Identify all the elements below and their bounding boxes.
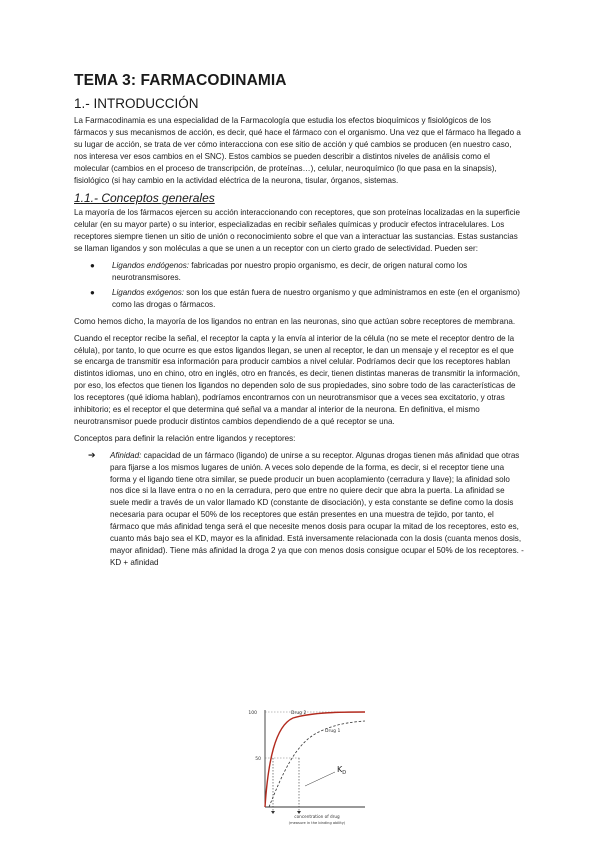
drug2-label: Drug 2 (291, 711, 307, 716)
list-item-text: son los que están fuera de nuestro organismo y que administramos en este (en el organismo) como las drogas o fármacos. (112, 287, 520, 309)
term-ligandos-endogenos: Ligandos endógenos: (112, 261, 189, 271)
section-heading-introduccion: 1.- INTRODUCCIÓN (74, 96, 199, 111)
list-item (74, 287, 524, 311)
kd-pointer-line (305, 772, 335, 786)
affinity-curve-figure (233, 702, 373, 830)
kd2-marker-icon (271, 811, 275, 814)
receptors-paragraph: La mayoría de los fármacos ejercen su acción interaccionando con receptores, que son proteínas localizadas en la superficie celular (en su mayor parte) o su interior, especializadas en recibir señales químicas y producir efectos intracelulares. Los receptores siempre tienen un sitio de unión o reconocimiento sobre el que van a interactuar las sustancias. Estas sustancias se llaman ligandos y son moléculas a que se unen a un receptor con un cierto grado de selectividad. Pueden ser: (74, 208, 520, 254)
drug2-curve (265, 712, 365, 807)
bullet-icon: ● (90, 287, 95, 297)
concepts-list (74, 450, 524, 569)
x-label-line1: concentration of drug (294, 814, 340, 819)
y-top-label: 100 (248, 711, 257, 716)
kd-label: $K_D$ (337, 765, 347, 776)
bullet-icon: ● (90, 261, 95, 271)
list-item-text: capacidad de un fármaco (ligando) de unirse a su receptor. Algunas drogas tienen más afinidad que otras para fijarse a los mismos lugares de unión. A veces solo depende de la forma, es decir, si el receptor tiene una forma y el ligando tiene otra similar, se puede producir un buen acoplamiento (cerradura y llave); la afinidad solo nos dice si la llave entra o no en la cerradura, pero que entre no quiere decir que abra la puerta. La afinidad se suele medir a través de un valor llamado KD (constante de disociación), y esta constante se define como la dosis necesaria para ocupar el 50% de los receptores que están presentes en una muestra de tejido, por tanto, el fármaco que más afinidad tenga será el que necesite menos dosis para ocupar la mitad de los receptores, esto es, cuanto más bajo sea el KD, mayor es la afinidad. Está inversamente relacionada con la dosis (cuanta menos dosis, mayor afinidad). Tiene más afinidad la droga 2 ya que con menos dosis consigue ocupar el 50% de los receptores. - KD + afinidad (110, 450, 524, 567)
drug1-curve (269, 721, 365, 807)
affinity-curve-graph (233, 702, 373, 830)
intro-paragraph: La Farmacodinamia es una especialidad de la Farmacología que estudia los efectos bioquímicos y fisiológicos de los fármacos y sus mecanismos de acción, es decir, qué hace el fármaco con el organismo. Una vez que el fármaco ha llegado a su lugar de acción, se trata de ver cómo interacciona con ese sitio de acción y qué cambios se producen (en nuestro caso, nos interesa ver esos cambios en el SNC). Estos cambios se pueden describir a distintos niveles de análisis como el molecular (cambios en el proceso de transcripción, de proteínas…), celular, neuroquímico (lo que pasa en la sinapsis), fisiológico (si hay cambio en la actividad eléctrica de la neurona, tisular, órganos, sistemas. (74, 116, 521, 185)
list-item (74, 450, 524, 569)
x-label-line2: (measure in the binding ability) (288, 821, 346, 825)
y-mid-label: 50 (255, 757, 261, 762)
term-ligandos-exogenos: Ligandos exógenos: (112, 287, 185, 297)
membrane-receptors-paragraph: Como hemos dicho, la mayoría de los ligandos no entran en las neuronas, sino que actúan sobre receptores de membrana. (74, 316, 516, 326)
document-body (74, 72, 524, 569)
list-item-text: fabricadas por nuestro propio organismo, es decir, de origen natural como los neurotransmisores. (112, 261, 468, 282)
term-afinidad: Afinidad: (110, 450, 142, 460)
document-title: TEMA 3: FARMACODINAMIA (74, 72, 287, 89)
arrow-bullet-icon: ➔ (88, 449, 96, 460)
list-item (74, 260, 524, 284)
drug1-label: Drug 1 (325, 729, 341, 734)
ligand-types-list (74, 260, 524, 311)
concepts-intro-paragraph: Conceptos para definir la relación entre ligandos y receptores: (74, 433, 296, 443)
signal-paragraph: Cuando el receptor recibe la señal, el receptor la capta y la envía al interior de la célula (no se mete el receptor dentro de la célula), por tanto, lo que ocurre es que estos ligandos llegan, se unen al receptor, le dan un mensaje y el receptor es el que se encarga de transmitir esa información para producir cambios a nivel celular. Podríamos decir que los receptores hablan distintos idiomas, uno en chino, otro en inglés, otro en francés, es decir, tienen distintas maneras de transmitir la información, por eso, los efectos que tienen los ligandos no dependen solo de sus propiedades, sino sobre todo de las características de los receptores (qué idioma hablan), podríamos encontrarnos con un neurotransmisor que a veces sea excitatorio, y otras inhibitorio; es el receptor el que determina qué señal va a mandar al interior de la neurona. En definitiva, el mismo neurotransmisor puede producir distintos cambios dependiendo de a qué receptor se una. (74, 333, 520, 426)
subsection-heading-conceptos: 1.1.- Conceptos generales (74, 191, 215, 206)
